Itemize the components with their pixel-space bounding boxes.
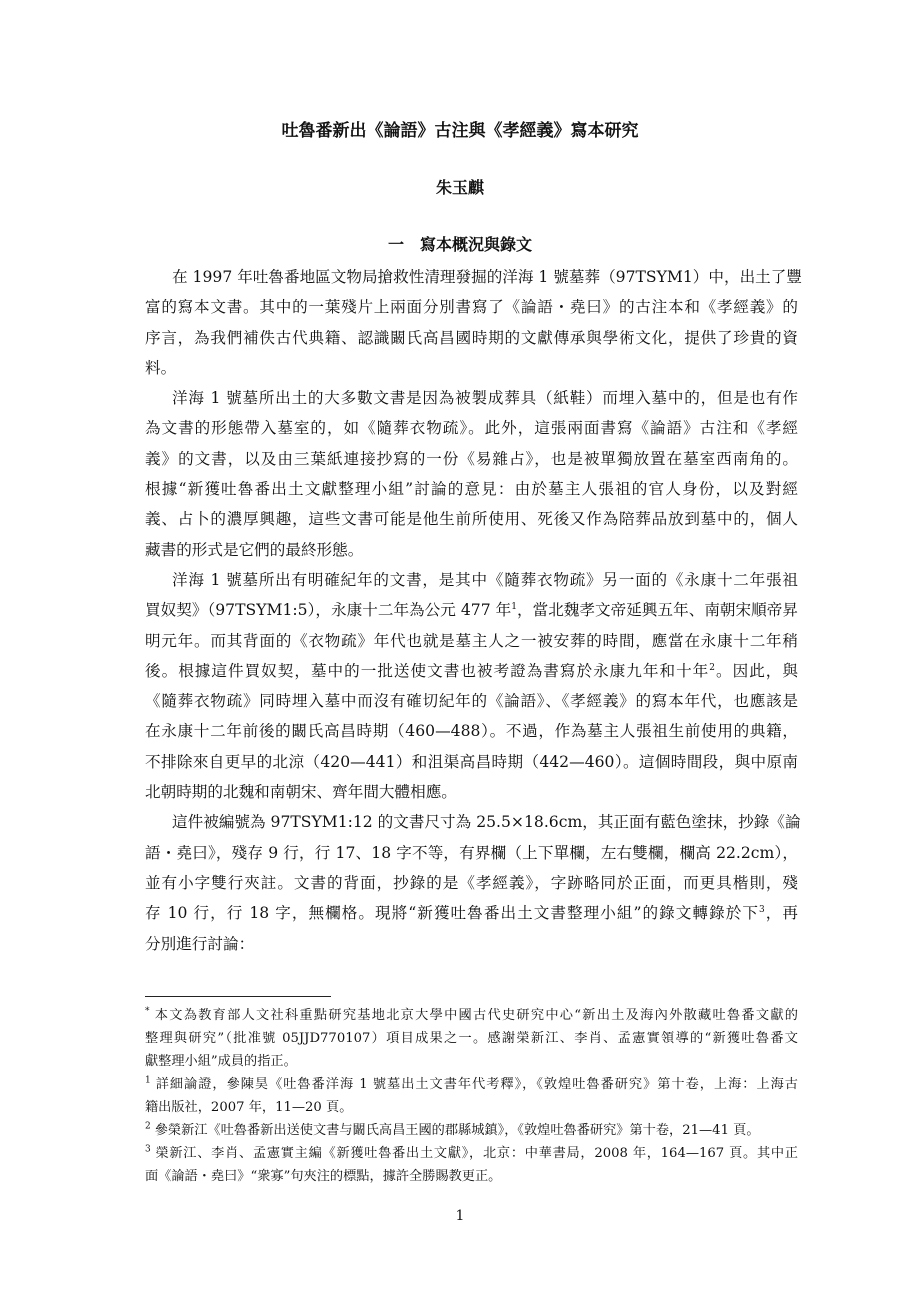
footnote-separator	[145, 996, 331, 997]
footnote-mark: 3	[145, 1144, 151, 1155]
text-line: 料。	[145, 358, 177, 377]
footnote-line: 獻整理小組”成員的指正。	[145, 1054, 297, 1069]
text-line: 洋海 1 號墓所出有明確紀年的文書，是其中《隨葬衣物疏》另一面的《永康十二年張祖	[172, 570, 798, 589]
footnote	[145, 1119, 798, 1142]
footnote-text: 詳細論證，參陳昊《吐魯番洋海 1 號墓出土文書年代考釋》，《敦煌吐魯番研究》第十卷，上海：上海古	[154, 1077, 798, 1092]
text-line: 這件被編號為 97TSYM1:12 的文書尺寸為 25.5×18.6cm，其正面有藍色塗抹，抄錄《論	[172, 813, 801, 832]
footnotes	[145, 1004, 798, 1188]
footnote-text: 本文為教育部人文社科重點研究基地北京大學中國古代史研究中心“新出土及海內外散藏吐魯番文獻的	[153, 1008, 798, 1023]
text-line: 在 1997 年吐魯番地區文物局搶救性清理發掘的洋海 1 號墓葬（97TSYM1）中，出土了豐	[172, 268, 802, 286]
text-line: 語・堯曰》，殘存 9 行，行 17、18 字不等，有界欄（上下單欄，左右雙欄，欄高 22.2cm），	[145, 843, 798, 862]
footnote-text: 參榮新江《吐魯番新出送使文書与闞氏高昌王國的郡縣城鎮》，《敦煌吐魯番研究》第十卷，21—41 頁。	[154, 1123, 760, 1138]
footnote-first-line	[145, 1119, 798, 1142]
text-line: 後。根據這件買奴契，墓中的一批送使文書也被考證為書寫於永康九年和十年$^2$。因此，與	[145, 661, 798, 680]
footnote-mark: 2	[145, 1121, 151, 1132]
text-line: 分別進行討論：	[145, 934, 255, 953]
text-line: 根據“新獲吐魯番出土文獻整理小組”討論的意見：由於墓主人張祖的官人身份，以及對經	[145, 480, 798, 499]
text-line: 義》的文書，以及由三葉紙連接抄寫的一份《易雜占》，也是被單獨放置在墓室西南角的。	[145, 449, 798, 468]
text-line: 序言，為我們補佚古代典籍、認識闞氏高昌國時期的文獻傳承與學術文化，提供了珍貴的資	[145, 328, 798, 347]
footnote-text: 榮新江、李肖、孟憲實主編《新獲吐魯番出土文獻》，北京：中華書局，2008 年，164—167 頁。其中正	[154, 1146, 798, 1161]
footnote	[145, 1004, 798, 1073]
text-line: 義、占卜的濃厚興趣，這些文書可能是他生前所使用、死後又作為陪葬品放到墓中的，個人	[145, 510, 798, 529]
footnote-first-line	[145, 1142, 798, 1165]
text-line: 為文書的形態帶入墓室的，如《隨葬衣物疏》。此外，這張兩面書寫《論語》古注和《孝經	[145, 419, 798, 438]
text-line: 富的寫本文書。其中的一葉殘片上兩面分別書寫了《論語・堯曰》的古注本和《孝經義》的	[145, 298, 798, 317]
author-name: 朱玉麒	[435, 178, 484, 197]
page-number: 1	[455, 1208, 465, 1224]
text-line: 北朝時期的北魏和南朝宋、齊年間大體相應。	[145, 783, 457, 802]
text-line: 存 10 行，行 18 字，無欄格。現將“新獲吐魯番出土文書整理小組”的錄文轉錄於下$^3$，再	[145, 904, 798, 923]
text-line: 不排除來自更早的北涼（420—441）和沮渠高昌時期（442—460）。這個時間段，與中原南	[145, 752, 798, 771]
paragraph	[145, 807, 801, 958]
footnote-mark: *	[145, 1006, 150, 1017]
footnote-first-line	[145, 1073, 798, 1096]
text-line: 《隨葬衣物疏》同時埋入墓中而沒有確切紀年的《論語》、《孝經義》的寫本年代，也應該是	[145, 692, 798, 711]
footnote-first-line	[145, 1004, 798, 1027]
footnote-ref[interactable]: 3	[758, 905, 765, 916]
footnote-line: 面《論語・堯曰》“衆寡”句夾注的標點，據許全勝賜教更正。	[145, 1169, 502, 1184]
text-line: 在永康十二年前後的闞氏高昌時期（460—488）。不過，作為墓主人張祖生前使用的典籍，	[145, 722, 798, 741]
footnote-line: 籍出版社，2007 年，11—20 頁。	[145, 1100, 353, 1115]
paragraph	[145, 262, 802, 383]
paragraph	[145, 383, 798, 565]
body-text	[145, 262, 802, 959]
paragraph	[145, 565, 798, 807]
footnote	[145, 1142, 798, 1188]
footnote-ref[interactable]: 2	[709, 662, 715, 673]
document-title: 吐魯番新出《論語》古注與《孝經義》寫本研究	[281, 121, 639, 141]
footnote-line: 整理與研究”（批准號 05JJD770107）項目成果之一。感謝榮新江、李肖、孟憲實領導的“新獲吐魯番文	[145, 1031, 798, 1046]
text-line: 藏書的形式是它們的最終形態。	[145, 540, 364, 559]
footnote-mark: 1	[145, 1075, 151, 1086]
footnote-ref[interactable]: 1	[511, 602, 517, 613]
footnote	[145, 1073, 798, 1119]
text-line: 明元年。而其背面的《衣物疏》年代也就是墓主人之一被安葬的時間，應當在永康十二年稍	[145, 631, 798, 650]
text-line: 並有小字雙行夾註。文書的背面，抄錄的是《孝經義》，字跡略同於正面，而更具楷則，殘	[145, 873, 798, 892]
section-heading: 一 寫本概況與錄文	[387, 235, 532, 254]
text-line: 洋海 1 號墓所出土的大多數文書是因為被製成葬具（紙鞋）而埋入墓中的，但是也有作	[172, 389, 798, 408]
text-line: 買奴契》（97TSYM1:5），永康十二年為公元 477 年$^1$，當北魏孝文帝延興五年、南朝宋順帝昇	[145, 601, 798, 620]
